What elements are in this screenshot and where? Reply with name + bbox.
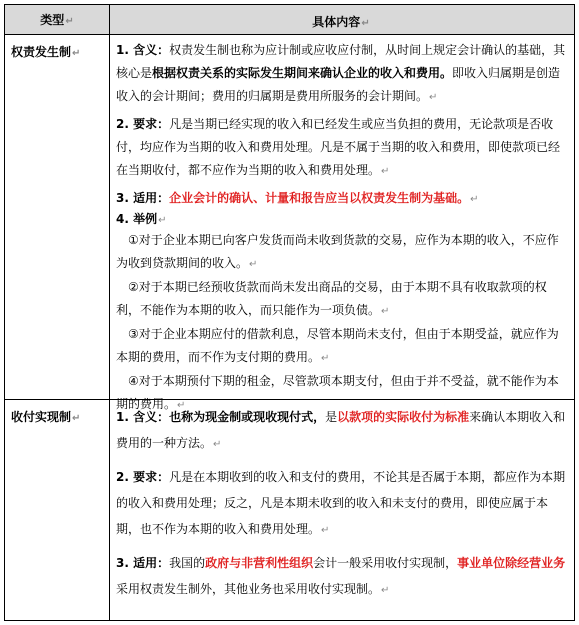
paragraph-mark: ↵	[249, 259, 258, 270]
applicability-paragraph	[116, 187, 566, 211]
section-text: 我国的	[169, 556, 206, 570]
example-heading	[116, 211, 566, 229]
paragraph-mark: ↵	[65, 16, 74, 27]
header-content	[110, 5, 574, 35]
header-content-label: 具体内容	[312, 15, 361, 29]
paragraph-mark: ↵	[72, 48, 81, 59]
row-content	[110, 400, 574, 608]
paragraph-mark: ↵	[429, 92, 438, 103]
row-type	[5, 35, 109, 68]
section-bold-text: 根据权责关系的实际发生期间来确认企业的收入和费用。	[152, 66, 453, 80]
section-label: 4. 举例	[116, 212, 158, 226]
section-text: 是	[325, 410, 338, 424]
section-text: 即收入归属期是创造收入的会计期间；费用的归属期是费用所服务的会计期间。	[116, 66, 561, 103]
section-text: 会计一般采用收付实现制，	[313, 556, 458, 570]
example-item	[116, 276, 566, 323]
paragraph-mark: ↵	[361, 18, 370, 29]
section-label: 1. 含义：	[116, 410, 170, 424]
header-type-label: 类型	[40, 13, 65, 27]
section-red-text: 事业单位除经营业务	[457, 556, 566, 570]
paragraph-mark: ↵	[470, 194, 479, 205]
section-text: 凡是在本期收到的收入和支付的费用，不论其是否属于本期，都应作为本期的收入和费用处理；反之，凡是本期未收到的收入和未支付的费用，即使应属于本期，也不作为本期的收入和费用处理。	[116, 470, 566, 536]
meaning-paragraph	[116, 404, 566, 458]
section-bold-text: 也称为现金制或现收现付式，	[169, 410, 326, 424]
header-type	[5, 5, 109, 36]
section-red-text: 以款项的实际收付为标准	[337, 410, 470, 424]
section-label: 1. 含义：	[116, 43, 170, 57]
section-text: 凡是当期已经实现的收入和已经发生或应当负担的费用，无论款项是否收付，均应作为当期的收入和费用处理。凡是不属于当期的收入和费用，即使款项已经在当期收付，都不应作为当期的收入和费用处理。	[116, 117, 561, 177]
paragraph-mark: ↵	[72, 413, 81, 424]
paragraph-mark: ↵	[158, 215, 167, 226]
table-header-row	[5, 5, 574, 35]
requirement-paragraph	[116, 464, 566, 544]
example-item	[116, 229, 566, 276]
row-content	[110, 35, 574, 417]
paragraph-mark: ↵	[177, 400, 186, 411]
section-red-text: 政府与非营利性组织	[205, 556, 314, 570]
row-type-label: 权责发生制	[11, 45, 72, 59]
section-label: 2. 要求：	[116, 117, 170, 131]
example-text: ④对于本期预付下期的租金，尽管款项本期支付，但由于并不受益，就不能作为本期的费用。	[116, 374, 559, 411]
paragraph-mark: ↵	[321, 525, 330, 536]
meaning-paragraph	[116, 39, 566, 109]
paragraph-mark: ↵	[381, 306, 390, 317]
section-label: 3. 适用：	[116, 556, 170, 570]
section-red-text: 企业会计的确认、计量和报告应当以权责发生制为基础。	[169, 191, 470, 205]
section-label: 3. 适用：	[116, 191, 170, 205]
section-text: 来确认本期收入和费用的一种方法。	[116, 410, 566, 450]
example-text: ③对于企业本期应付的借款利息，尽管本期尚未支付，但由于本期受益，就应作为本期的费用，而不作为支付期的费用。	[116, 327, 559, 364]
example-item	[116, 323, 566, 370]
table-row	[5, 35, 574, 411]
row-type	[5, 400, 109, 433]
requirement-paragraph	[116, 113, 566, 183]
paragraph-mark: ↵	[381, 166, 390, 177]
table-row	[5, 400, 574, 620]
example-text: ②对于本期已经预收货款而尚未发出商品的交易，由于本期不具有收取款项的权利，不能作为本期的收入，而只能作为一项负债。	[116, 280, 547, 317]
applicability-paragraph	[116, 550, 566, 604]
content-table	[4, 4, 575, 621]
paragraph-mark: ↵	[381, 585, 390, 596]
paragraph-mark: ↵	[213, 439, 222, 450]
section-label: 2. 要求：	[116, 470, 170, 484]
row-type-label: 收付实现制	[11, 410, 72, 424]
section-text: 权责发生制也称为应计制或应收应付制，从时间上规定会计确认的基础，其核心是	[116, 43, 566, 80]
section-text: 采用权责发生制外，其他业务也采用收付实现制。	[116, 582, 381, 596]
paragraph-mark: ↵	[321, 353, 330, 364]
example-text: ①对于企业本期已向客户发货而尚未收到货款的交易，应作为本期的收入，不应作为收到贷款期间的收入。	[116, 233, 559, 270]
